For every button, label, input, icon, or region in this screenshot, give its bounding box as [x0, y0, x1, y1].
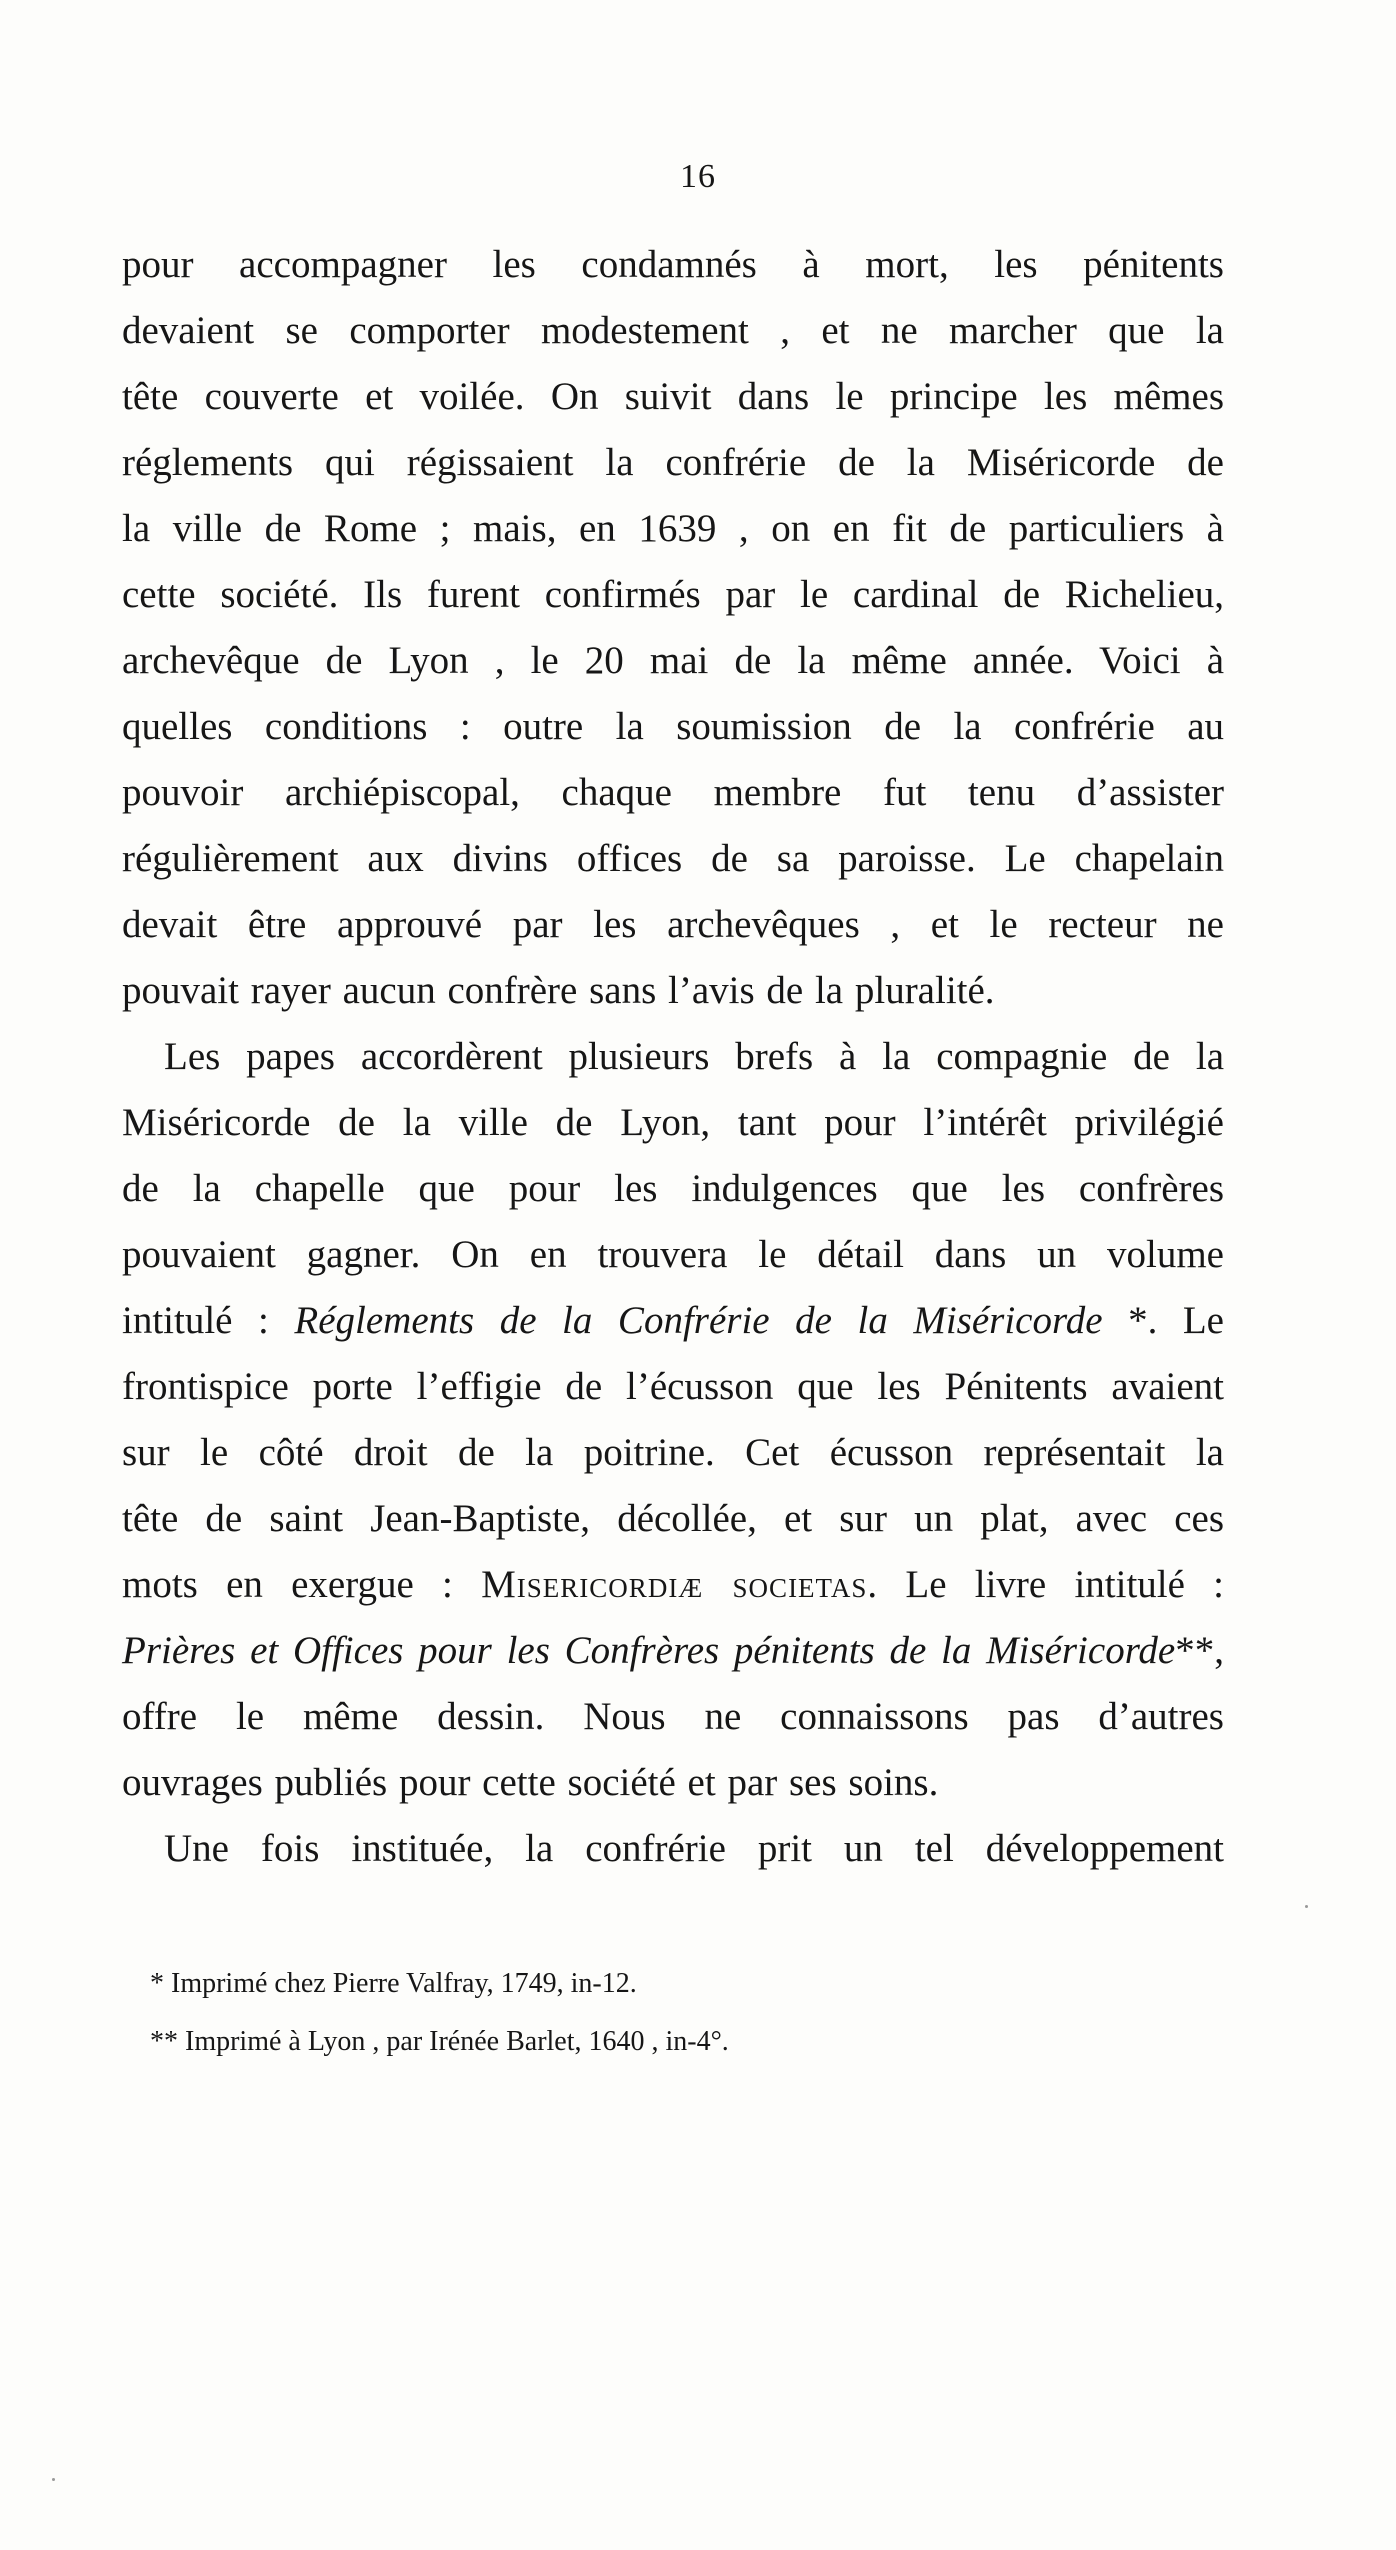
text-line: offre le même dessin. Nous ne connaissons pas d’autres — [122, 1695, 1224, 1738]
text-line: pouvoir archiépiscopal, chaque membre fut tenu d’assister — [122, 771, 1224, 814]
text-line: archevêque de Lyon , le 20 mai de la même année. Voici à — [122, 639, 1224, 682]
text-segment: **, — [1175, 1629, 1224, 1672]
paper-speck — [1305, 1905, 1308, 1908]
body-text — [122, 232, 1224, 1882]
footnote-1: * Imprimé chez Pierre Valfray, 1749, in-12. — [150, 1968, 637, 1999]
page-number: 16 — [680, 158, 716, 195]
text-line: devait être approuvé par les archevêques , et le recteur ne — [122, 903, 1224, 946]
text-line: devaient se comporter modestement , et ne marcher que la — [122, 309, 1224, 352]
text-segment: mots en exergue : — [122, 1563, 482, 1606]
text-line: la ville de Rome ; mais, en 1639 , on en fit de particuliers à — [122, 507, 1224, 550]
text-line: pouvait rayer aucun confrère sans l’avis de la pluralité. — [122, 969, 995, 1012]
text-line: réglements qui régissaient la confrérie de la Miséricorde de — [122, 441, 1224, 484]
text-line-with-motto — [122, 1552, 1224, 1618]
text-line: régulièrement aux divins offices de sa paroisse. Le chapelain — [122, 837, 1224, 880]
text-line: pouvaient gagner. On en trouvera le détail dans un volume — [122, 1233, 1224, 1276]
text-line: tête couverte et voilée. On suivit dans le principe les mêmes — [122, 375, 1224, 418]
text-line: tête de saint Jean-Baptiste, décollée, et sur un plat, avec ces — [122, 1497, 1224, 1540]
text-line: quelles conditions : outre la soumission de la confrérie au — [122, 705, 1224, 748]
text-segment: intitulé : — [122, 1299, 295, 1342]
text-segment: . Le livre intitulé : — [867, 1563, 1224, 1606]
paper-speck — [52, 2478, 55, 2481]
text-line: de la chapelle que pour les indulgences que les confrères — [122, 1167, 1224, 1210]
text-line: cette société. Ils furent confirmés par le cardinal de Richelieu, — [122, 573, 1224, 616]
text-line: pour accompagner les condamnés à mort, les pénitents — [122, 243, 1224, 286]
text-line: Miséricorde de la ville de Lyon, tant pour l’intérêt privilégié — [122, 1101, 1224, 1144]
text-line-with-title — [122, 1288, 1224, 1354]
book-title-reglements: Réglements de la Confrérie de la Miséricorde — [294, 1299, 1103, 1342]
text-segment: *. Le — [1102, 1299, 1224, 1342]
footnotes — [150, 1955, 1150, 2071]
text-line: ouvrages publiés pour cette société et par ses soins. — [122, 1761, 939, 1804]
text-line: sur le côté droit de la poitrine. Cet écusson représentait la — [122, 1431, 1224, 1474]
book-title-prieres: Prières et Offices pour les Confrères pénitents de la Miséricorde — [122, 1629, 1176, 1672]
footnote-2: ** Imprimé à Lyon , par Irénée Barlet, 1640 , in-4°. — [150, 2026, 729, 2057]
text-line: Les papes accordèrent plusieurs brefs à la compagnie de la — [164, 1035, 1224, 1078]
motto-text: Misericordiæ societas — [481, 1563, 868, 1606]
text-line: Une fois instituée, la confrérie prit un tel développement — [164, 1827, 1224, 1870]
text-line-with-title — [122, 1618, 1224, 1684]
text-line: frontispice porte l’effigie de l’écusson que les Pénitents avaient — [122, 1365, 1224, 1408]
